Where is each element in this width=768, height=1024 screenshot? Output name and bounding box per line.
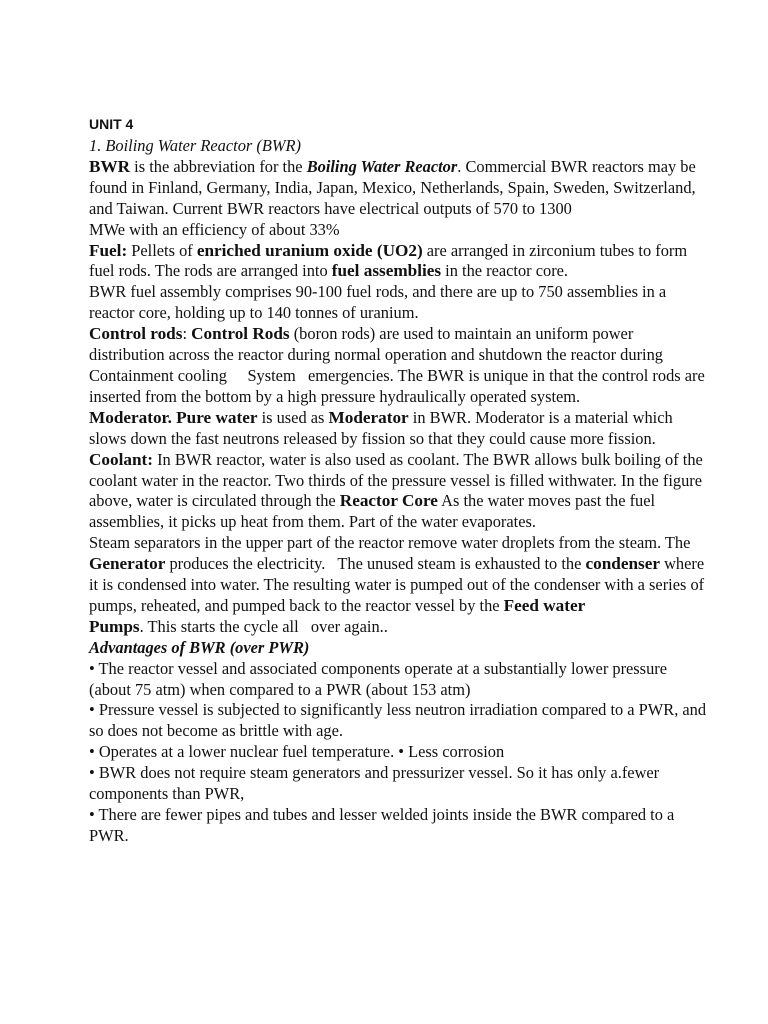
fuel-term: Fuel: — [89, 240, 128, 260]
control-text-2: emergencies. The BWR is unique in that the control rods are inserted from the bottom by a high pressure hydraulically operated system. — [89, 365, 705, 406]
coolant-term: Coolant: — [89, 449, 153, 469]
intro-text-2: . Commercial BWR reactors may be found in Finland, Germany, India, Japan, Mexico, Netherlands, Spain, Sweden, Switzerland, and Taiwan. Current BWR reactors have electrical outputs of 570 to 1300 — [89, 156, 696, 218]
advantage-item: • Operates at a lower nuclear fuel temperature. • Less corrosion — [89, 742, 505, 762]
unit-label: UNIT 4 — [89, 116, 134, 132]
generator-term: Generator — [89, 554, 166, 574]
reactor-core-term: Reactor Core — [339, 491, 438, 511]
steam-text-3: where it is condensed into water. The resulting water is pumped out of the condenser with a series of pumps, reheated, and pumped back to the reactor vessel by the — [89, 554, 705, 615]
bwr-fullname: Boiling Water Reactor — [306, 156, 458, 176]
control-text-1: (boron rods) are used to maintain an uniform power distribution across the reactor during normal operation and shutdown the reactor during Containment cooling — [89, 324, 663, 385]
control-rods-term: Control rods — [89, 324, 183, 344]
coolant-text-1: In BWR reactor, water is also used as coolant. The BWR allows bulk boiling of the coolant water in the reactor. Two thirds of the pressure vessel is filled withwater. In the figure above, water is circulated through the — [89, 449, 703, 511]
moderator-paragraph — [89, 408, 709, 450]
fuel-assemblies-term: fuel assemblies — [331, 261, 442, 281]
fuel-text-3: in the reactor core. — [441, 261, 569, 281]
control-rods-term-2: Control Rods — [191, 324, 290, 344]
steam-text-1: Steam separators in the upper part of the reactor remove water droplets from the steam. The — [89, 533, 691, 553]
advantage-item: • Pressure vessel is subjected to significantly less neutron irradiation compared to a PWR, and so does not become as brittle with age. — [89, 700, 707, 741]
advantage-item: • BWR does not require steam generators and pressurizer vessel. So it has only a.fewer components than PWR, — [89, 763, 660, 804]
intro-paragraph — [89, 157, 709, 220]
moderator-text-1: is used as — [257, 407, 329, 427]
advantage-item: • There are fewer pipes and tubes and lesser welded joints inside the BWR compared to a PWR. — [89, 805, 675, 845]
steam-text-4: . This starts the cycle all over again.. — [139, 616, 388, 636]
fuel-text-1: Pellets of — [127, 240, 197, 260]
coolant-paragraph — [89, 450, 709, 534]
steam-paragraph — [89, 533, 709, 638]
intro-text-1: is the abbreviation for the — [130, 156, 307, 176]
moderator-term-2: Moderator — [328, 407, 409, 427]
document-page — [89, 114, 709, 847]
moderator-term: Moderator. Pure water — [89, 407, 258, 427]
control-text-system: System — [231, 365, 308, 385]
control-rods-paragraph — [89, 324, 709, 408]
advantage-item: • The reactor vessel and associated components operate at a substantially lower pressure (about 75 atm) when compared to a PWR (about 153 atm) — [89, 658, 667, 699]
condenser-term: condenser — [585, 554, 660, 574]
steam-text-2: produces the electricity. The unused steam is exhausted to the — [165, 554, 586, 574]
intro-efficiency: MWe with an efficiency of about 33% — [89, 219, 340, 239]
uo2-term: enriched uranium oxide (UO2) — [196, 240, 423, 260]
fuel-assembly-paragraph: BWR fuel assembly comprises 90-100 fuel rods, and there are up to 750 assemblies in a reactor core, holding up to 140 tonnes of uranium. — [89, 282, 667, 323]
section-heading: 1. Boiling Water Reactor (BWR) — [89, 136, 301, 155]
bwr-term: BWR — [89, 156, 131, 176]
feed-water-pumps-term: Feed water Pumps — [89, 595, 585, 636]
coolant-text-2: As the water moves past the fuel assemblies, it picks up heat from them. Part of the water evaporates. — [89, 491, 656, 532]
fuel-text-2: are arranged in zirconium tubes to form fuel rods. The rods are arranged into — [89, 240, 688, 281]
advantages-heading: Advantages of BWR (over PWR) — [89, 637, 310, 657]
fuel-paragraph — [89, 241, 709, 283]
moderator-text-2: in BWR. Moderator is a material which slows down the fast neutrons released by fission so that they could cause more fission. — [89, 407, 673, 448]
control-text-sep: : — [182, 324, 192, 344]
